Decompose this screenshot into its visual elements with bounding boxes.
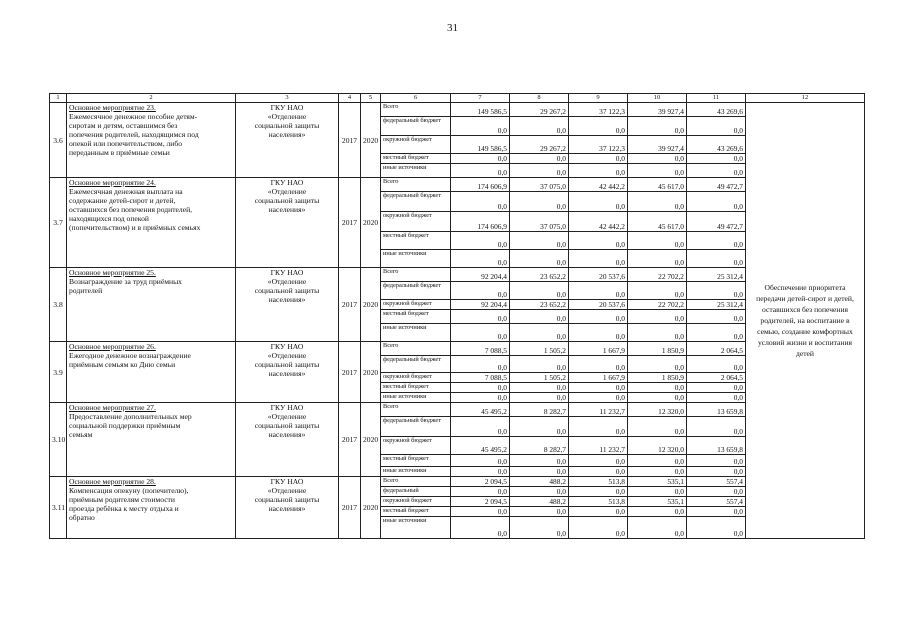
funding-amount: 0,0 bbox=[628, 517, 687, 539]
responsible-organization bbox=[236, 178, 339, 268]
funding-amount: 513,8 bbox=[569, 477, 628, 487]
funding-amount: 0,0 bbox=[510, 310, 569, 324]
funding-amount: 0,0 bbox=[687, 324, 746, 342]
funding-source: федеральный бюджет bbox=[381, 282, 451, 300]
funding-source: Всего bbox=[381, 477, 451, 487]
column-number: 2 bbox=[67, 94, 236, 103]
funding-amount: 0,0 bbox=[628, 467, 687, 477]
funding-amount: 29 267,2 bbox=[510, 136, 569, 154]
funding-amount: 37 122,3 bbox=[569, 136, 628, 154]
funding-source: федеральный bbox=[381, 487, 451, 497]
funding-amount: 0,0 bbox=[569, 232, 628, 250]
funding-amount: 2 064,5 bbox=[687, 373, 746, 383]
funding-amount: 0,0 bbox=[569, 356, 628, 373]
funding-amount: 42 442,2 bbox=[569, 212, 628, 232]
funding-amount: 0,0 bbox=[510, 250, 569, 268]
funding-source: иные источники bbox=[381, 250, 451, 268]
funding-amount: 49 472,7 bbox=[687, 178, 746, 192]
funding-amount: 0,0 bbox=[628, 507, 687, 517]
funding-amount: 0,0 bbox=[510, 383, 569, 393]
organization-name: ГКУ НАО «Отделение социальной защиты населения» bbox=[254, 103, 320, 139]
funding-amount: 0,0 bbox=[687, 282, 746, 300]
funding-amount: 0,0 bbox=[628, 487, 687, 497]
funding-amount: 13 659,8 bbox=[687, 437, 746, 455]
funding-amount: 488,2 bbox=[510, 477, 569, 487]
funding-amount: 0,0 bbox=[451, 324, 510, 342]
funding-amount: 0,0 bbox=[687, 393, 746, 403]
funding-amount: 0,0 bbox=[569, 250, 628, 268]
funding-amount: 0,0 bbox=[451, 507, 510, 517]
end-year: 2020 bbox=[361, 403, 381, 477]
start-year: 2017 bbox=[339, 178, 361, 268]
funding-amount: 488,2 bbox=[510, 497, 569, 507]
activity-id: 3.10 bbox=[50, 403, 67, 477]
activity-description bbox=[67, 403, 236, 477]
funding-amount: 0,0 bbox=[451, 232, 510, 250]
organization-name: ГКУ НАО «Отделение социальной защиты населения» bbox=[254, 178, 320, 214]
funding-amount: 0,0 bbox=[451, 356, 510, 373]
funding-amount: 0,0 bbox=[510, 393, 569, 403]
funding-amount: 20 537,6 bbox=[569, 300, 628, 310]
activity-title: Основное мероприятие 26. bbox=[69, 342, 156, 351]
funding-amount: 0,0 bbox=[451, 154, 510, 164]
funding-amount: 0,0 bbox=[569, 417, 628, 437]
funding-amount: 25 312,4 bbox=[687, 268, 746, 282]
end-year: 2020 bbox=[361, 268, 381, 342]
funding-amount: 45 617,0 bbox=[628, 212, 687, 232]
funding-amount: 39 927,4 bbox=[628, 103, 687, 117]
activity-title: Основное мероприятие 25. bbox=[69, 268, 156, 277]
funding-amount: 49 472,7 bbox=[687, 212, 746, 232]
funding-amount: 149 586,5 bbox=[451, 136, 510, 154]
page-number: 31 bbox=[447, 22, 458, 34]
funding-amount: 0,0 bbox=[687, 507, 746, 517]
funding-amount: 0,0 bbox=[510, 467, 569, 477]
funding-amount: 0,0 bbox=[569, 192, 628, 212]
funding-amount: 0,0 bbox=[628, 310, 687, 324]
funding-amount: 8 282,7 bbox=[510, 403, 569, 417]
funding-amount: 11 232,7 bbox=[569, 403, 628, 417]
funding-amount: 0,0 bbox=[510, 117, 569, 136]
funding-amount: 23 652,2 bbox=[510, 300, 569, 310]
funding-amount: 22 702,2 bbox=[628, 300, 687, 310]
activity-text: Ежемесячное денежное пособие детям- сиротам и детям, оставшимся без попечения родителей, находящимся под опекой или попечительством, либо переданным в приёмные семьи bbox=[69, 112, 199, 157]
activity-text: Компенсация опекуну (попечителю), приёмным родителям стоимости проезда ребёнка к месту отдыха и обратно bbox=[69, 486, 189, 522]
activity-text: Вознаграждение за труд приёмных родителей bbox=[69, 277, 182, 295]
funding-amount: 0,0 bbox=[451, 487, 510, 497]
funding-amount: 0,0 bbox=[687, 487, 746, 497]
funding-amount: 0,0 bbox=[510, 324, 569, 342]
table-row bbox=[50, 103, 865, 117]
funding-amount: 174 606,9 bbox=[451, 212, 510, 232]
funding-amount: 0,0 bbox=[628, 192, 687, 212]
funding-amount: 0,0 bbox=[628, 455, 687, 467]
funding-amount: 2 064,5 bbox=[687, 342, 746, 356]
organization-name: ГКУ НАО «Отделение социальной защиты населения» bbox=[254, 268, 320, 304]
funding-amount: 0,0 bbox=[569, 164, 628, 178]
funding-amount: 535,1 bbox=[628, 477, 687, 487]
funding-amount: 1 505,2 bbox=[510, 342, 569, 356]
funding-amount: 1 667,9 bbox=[569, 342, 628, 356]
funding-amount: 0,0 bbox=[569, 393, 628, 403]
funding-amount: 0,0 bbox=[628, 232, 687, 250]
funding-source: местный бюджет bbox=[381, 455, 451, 467]
funding-amount: 92 204,4 bbox=[451, 268, 510, 282]
funding-amount: 0,0 bbox=[628, 324, 687, 342]
column-number: 6 bbox=[381, 94, 451, 103]
column-number: 1 bbox=[50, 94, 67, 103]
funding-amount: 39 927,4 bbox=[628, 136, 687, 154]
organization-name: ГКУ НАО «Отделение социальной защиты населения» bbox=[254, 403, 320, 439]
funding-source: Всего bbox=[381, 403, 451, 417]
funding-source: местный бюджет bbox=[381, 507, 451, 517]
funding-amount: 0,0 bbox=[687, 310, 746, 324]
table-body bbox=[50, 94, 865, 539]
funding-amount: 1 850,9 bbox=[628, 373, 687, 383]
funding-amount: 0,0 bbox=[687, 455, 746, 467]
funding-amount: 0,0 bbox=[451, 455, 510, 467]
funding-amount: 0,0 bbox=[510, 192, 569, 212]
funding-source: федеральный бюджет bbox=[381, 117, 451, 136]
funding-amount: 0,0 bbox=[510, 282, 569, 300]
funding-amount: 8 282,7 bbox=[510, 437, 569, 455]
funding-amount: 42 442,2 bbox=[569, 178, 628, 192]
funding-source: иные источники bbox=[381, 467, 451, 477]
funding-amount: 0,0 bbox=[510, 232, 569, 250]
funding-amount: 12 320,0 bbox=[628, 403, 687, 417]
funding-amount: 0,0 bbox=[451, 282, 510, 300]
funding-amount: 37 122,3 bbox=[569, 103, 628, 117]
funding-amount: 0,0 bbox=[451, 250, 510, 268]
funding-amount: 45 495,2 bbox=[451, 437, 510, 455]
start-year: 2017 bbox=[339, 342, 361, 403]
funding-amount: 0,0 bbox=[569, 154, 628, 164]
funding-amount: 0,0 bbox=[451, 192, 510, 212]
funding-source: окружной бюджет bbox=[381, 437, 451, 455]
table-row bbox=[50, 268, 865, 282]
activity-id: 3.11 bbox=[50, 477, 67, 539]
funding-amount: 1 505,2 bbox=[510, 373, 569, 383]
funding-amount: 11 232,7 bbox=[569, 437, 628, 455]
funding-amount: 45 617,0 bbox=[628, 178, 687, 192]
funding-amount: 20 537,6 bbox=[569, 268, 628, 282]
funding-source: Всего bbox=[381, 342, 451, 356]
funding-amount: 0,0 bbox=[510, 455, 569, 467]
funding-amount: 0,0 bbox=[628, 417, 687, 437]
activity-description bbox=[67, 178, 236, 268]
funding-amount: 0,0 bbox=[687, 467, 746, 477]
funding-amount: 0,0 bbox=[451, 393, 510, 403]
funding-amount: 1 667,9 bbox=[569, 373, 628, 383]
activity-text: Ежегодное денежное вознаграждение приёмным семьям ко Дню семьи bbox=[69, 351, 191, 369]
funding-amount: 0,0 bbox=[451, 310, 510, 324]
expected-result: Обеспечение приоритета передачи детей-сирот и детей, оставшихся без попечения родителей, на воспитание в семью, создание комфортных условий жизни и воспитания детей bbox=[746, 103, 865, 539]
funding-source: местный бюджет bbox=[381, 154, 451, 164]
funding-amount: 0,0 bbox=[569, 117, 628, 136]
funding-amount: 0,0 bbox=[569, 467, 628, 477]
funding-source: иные источники bbox=[381, 393, 451, 403]
funding-amount: 0,0 bbox=[451, 417, 510, 437]
funding-amount: 0,0 bbox=[569, 324, 628, 342]
funding-amount: 0,0 bbox=[569, 507, 628, 517]
funding-amount: 37 075,0 bbox=[510, 212, 569, 232]
funding-amount: 557,4 bbox=[687, 497, 746, 507]
funding-amount: 29 267,2 bbox=[510, 103, 569, 117]
start-year: 2017 bbox=[339, 477, 361, 539]
funding-amount: 23 652,2 bbox=[510, 268, 569, 282]
column-number: 8 bbox=[510, 94, 569, 103]
funding-source: Всего bbox=[381, 103, 451, 117]
funding-amount: 22 702,2 bbox=[628, 268, 687, 282]
funding-amount: 13 659,8 bbox=[687, 403, 746, 417]
funding-source: федеральный бюджет bbox=[381, 192, 451, 212]
funding-amount: 149 586,5 bbox=[451, 103, 510, 117]
funding-amount: 0,0 bbox=[687, 154, 746, 164]
responsible-organization bbox=[236, 103, 339, 178]
column-number: 12 bbox=[746, 94, 865, 103]
activity-text: Ежемесячная денежная выплата на содержание детей-сирот и детей, оставшихся без попечения родителей, находящихся под опекой (попечительством) и в приёмных семьях bbox=[69, 187, 201, 232]
funding-amount: 0,0 bbox=[569, 455, 628, 467]
funding-amount: 43 269,6 bbox=[687, 136, 746, 154]
funding-amount: 0,0 bbox=[687, 117, 746, 136]
funding-amount: 12 320,0 bbox=[628, 437, 687, 455]
funding-amount: 43 269,6 bbox=[687, 103, 746, 117]
funding-amount: 7 088,5 bbox=[451, 342, 510, 356]
funding-source: федеральный бюджет bbox=[381, 417, 451, 437]
column-number: 4 bbox=[339, 94, 361, 103]
funding-amount: 2 094,5 bbox=[451, 497, 510, 507]
funding-amount: 513,8 bbox=[569, 497, 628, 507]
funding-amount: 174 606,9 bbox=[451, 178, 510, 192]
funding-amount: 0,0 bbox=[628, 250, 687, 268]
activity-id: 3.9 bbox=[50, 342, 67, 403]
start-year: 2017 bbox=[339, 103, 361, 178]
end-year: 2020 bbox=[361, 178, 381, 268]
program-activities-table bbox=[49, 93, 865, 539]
funding-amount: 0,0 bbox=[628, 393, 687, 403]
funding-amount: 1 850,9 bbox=[628, 342, 687, 356]
funding-source: окружной бюджет bbox=[381, 373, 451, 383]
column-number: 3 bbox=[236, 94, 339, 103]
funding-amount: 0,0 bbox=[510, 356, 569, 373]
funding-amount: 0,0 bbox=[687, 417, 746, 437]
table-row bbox=[50, 477, 865, 487]
activity-description bbox=[67, 477, 236, 539]
funding-amount: 0,0 bbox=[628, 164, 687, 178]
activity-title: Основное мероприятие 23. bbox=[69, 103, 156, 112]
column-number: 11 bbox=[687, 94, 746, 103]
funding-amount: 0,0 bbox=[451, 117, 510, 136]
funding-source: иные источники bbox=[381, 164, 451, 178]
funding-amount: 7 088,5 bbox=[451, 373, 510, 383]
funding-source: местный бюджет bbox=[381, 232, 451, 250]
funding-amount: 0,0 bbox=[451, 467, 510, 477]
organization-name: ГКУ НАО «Отделение социальной защиты населения» bbox=[254, 477, 320, 513]
responsible-organization bbox=[236, 268, 339, 342]
column-number: 7 bbox=[451, 94, 510, 103]
funding-source: окружной бюджет bbox=[381, 300, 451, 310]
column-number: 5 bbox=[361, 94, 381, 103]
funding-amount: 0,0 bbox=[510, 154, 569, 164]
funding-amount: 0,0 bbox=[687, 232, 746, 250]
funding-source: местный бюджет bbox=[381, 310, 451, 324]
funding-source: Всего bbox=[381, 178, 451, 192]
activity-description bbox=[67, 342, 236, 403]
activity-description bbox=[67, 103, 236, 178]
column-number-row bbox=[50, 94, 865, 103]
funding-amount: 2 094,5 bbox=[451, 477, 510, 487]
funding-amount: 0,0 bbox=[510, 487, 569, 497]
funding-amount: 0,0 bbox=[628, 282, 687, 300]
funding-amount: 0,0 bbox=[687, 356, 746, 373]
funding-amount: 0,0 bbox=[510, 507, 569, 517]
funding-amount: 25 312,4 bbox=[687, 300, 746, 310]
funding-source: иные источники bbox=[381, 517, 451, 539]
funding-amount: 37 075,0 bbox=[510, 178, 569, 192]
funding-amount: 0,0 bbox=[569, 487, 628, 497]
funding-amount: 45 495,2 bbox=[451, 403, 510, 417]
activity-title: Основное мероприятие 24. bbox=[69, 178, 156, 187]
responsible-organization bbox=[236, 477, 339, 539]
organization-name: ГКУ НАО «Отделение социальной защиты населения» bbox=[254, 342, 320, 378]
start-year: 2017 bbox=[339, 268, 361, 342]
end-year: 2020 bbox=[361, 477, 381, 539]
start-year: 2017 bbox=[339, 403, 361, 477]
funding-amount: 0,0 bbox=[451, 517, 510, 539]
funding-amount: 0,0 bbox=[628, 154, 687, 164]
column-number: 10 bbox=[628, 94, 687, 103]
end-year: 2020 bbox=[361, 342, 381, 403]
funding-amount: 0,0 bbox=[569, 282, 628, 300]
funding-amount: 0,0 bbox=[687, 517, 746, 539]
funding-source: окружной бюджет bbox=[381, 212, 451, 232]
funding-amount: 0,0 bbox=[510, 417, 569, 437]
funding-source: федеральный бюджет bbox=[381, 356, 451, 373]
funding-source: окружной бюджет bbox=[381, 497, 451, 507]
activity-title: Основное мероприятие 28. bbox=[69, 477, 156, 486]
activity-id: 3.8 bbox=[50, 268, 67, 342]
funding-source: окружной бюджет bbox=[381, 136, 451, 154]
funding-amount: 0,0 bbox=[687, 250, 746, 268]
funding-amount: 0,0 bbox=[687, 164, 746, 178]
funding-amount: 557,4 bbox=[687, 477, 746, 487]
funding-amount: 0,0 bbox=[628, 356, 687, 373]
funding-amount: 0,0 bbox=[510, 517, 569, 539]
activity-text: Предоставление дополнительных мер социальной поддержки приёмным семьям bbox=[69, 412, 192, 439]
funding-amount: 0,0 bbox=[687, 192, 746, 212]
funding-source: местный бюджет bbox=[381, 383, 451, 393]
funding-amount: 0,0 bbox=[569, 310, 628, 324]
funding-source: иные источники bbox=[381, 324, 451, 342]
funding-amount: 0,0 bbox=[628, 117, 687, 136]
end-year: 2020 bbox=[361, 103, 381, 178]
funding-amount: 0,0 bbox=[687, 383, 746, 393]
funding-amount: 92 204,4 bbox=[451, 300, 510, 310]
funding-amount: 0,0 bbox=[628, 383, 687, 393]
funding-amount: 0,0 bbox=[510, 164, 569, 178]
funding-amount: 535,1 bbox=[628, 497, 687, 507]
activity-id: 3.6 bbox=[50, 103, 67, 178]
activity-id: 3.7 bbox=[50, 178, 67, 268]
table-row bbox=[50, 178, 865, 192]
table-row bbox=[50, 403, 865, 417]
activity-title: Основное мероприятие 27. bbox=[69, 403, 156, 412]
activity-description bbox=[67, 268, 236, 342]
responsible-organization bbox=[236, 403, 339, 477]
responsible-organization bbox=[236, 342, 339, 403]
column-number: 9 bbox=[569, 94, 628, 103]
table-row bbox=[50, 342, 865, 356]
funding-amount: 0,0 bbox=[569, 517, 628, 539]
funding-amount: 0,0 bbox=[451, 164, 510, 178]
funding-amount: 0,0 bbox=[569, 383, 628, 393]
funding-source: Всего bbox=[381, 268, 451, 282]
funding-amount: 0,0 bbox=[451, 383, 510, 393]
